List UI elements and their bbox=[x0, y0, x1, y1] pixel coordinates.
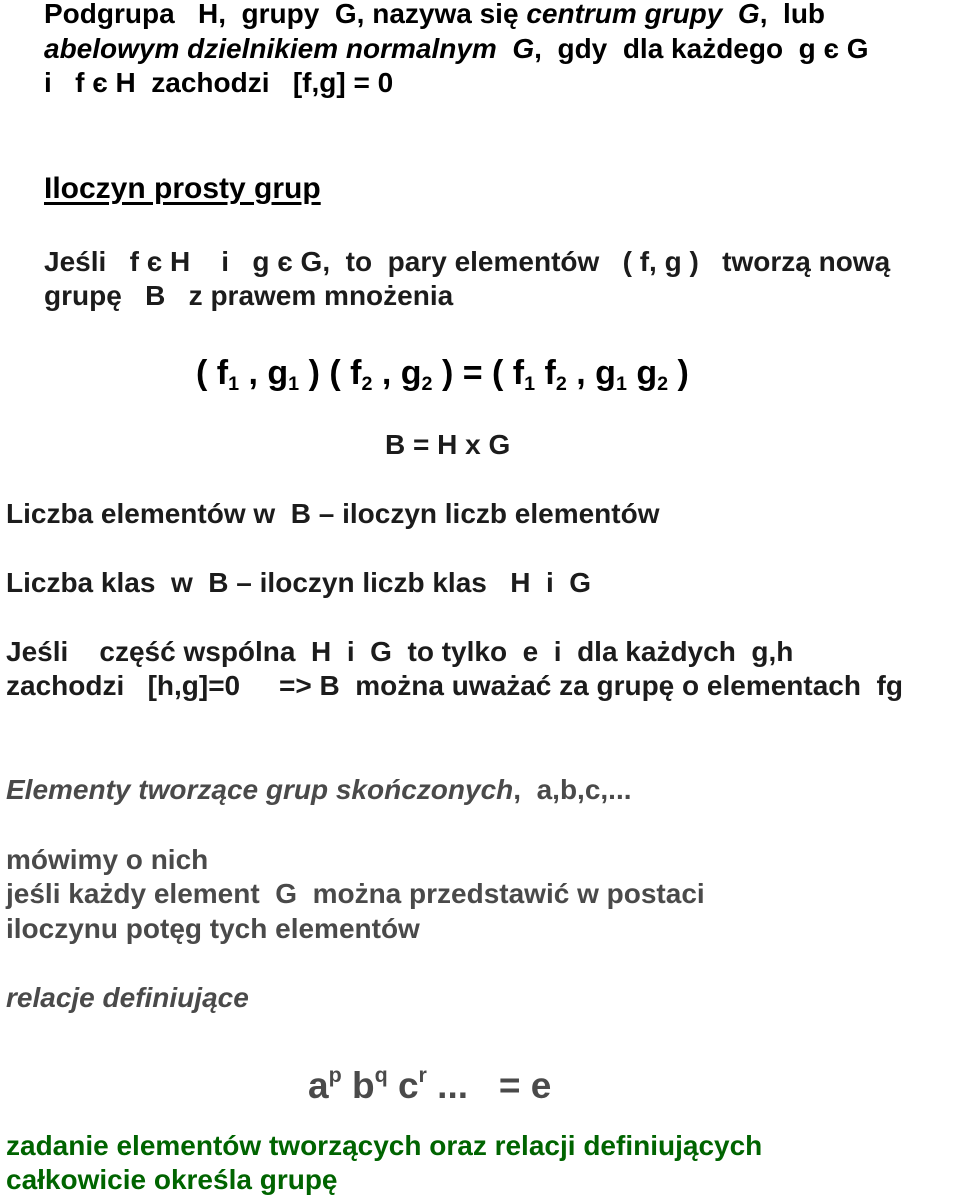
centrum-term: centrum grupy G bbox=[526, 0, 760, 29]
product-definition: B = H x G bbox=[385, 429, 511, 460]
generators-line-2: jeśli każdy element G można przedstawić w postaci bbox=[6, 878, 705, 909]
class-count-line: Liczba klas w B – iloczyn liczb klas H i G bbox=[6, 567, 592, 598]
intersection-line-2: zachodzi [h,g]=0 => B można uważać za grupę o elementach fg bbox=[6, 670, 903, 701]
relations-formula: $a^p$ $b^q$ $c^r$ ... = e bbox=[308, 1063, 552, 1107]
generators-line-3: iloczynu potęg tych elementów bbox=[6, 913, 420, 944]
element-count-line: Liczba elementów w B – iloczyn liczb elementów bbox=[6, 498, 660, 529]
generators-line-1: mówimy o nich bbox=[6, 844, 209, 875]
section-heading-product: Iloczyn prosty grup bbox=[44, 172, 321, 205]
generators-heading-line bbox=[6, 773, 632, 807]
abelian-term: abelowym dzielnikiem normalnym G bbox=[44, 33, 535, 64]
product-formula: ( $f_1$ , $g_1$ ) ( $f_2$ , $g_2$ ) = ( $f_1$ $f_2$ , $g_1$ $g_2$ ) bbox=[196, 354, 689, 395]
conclusion-line-2: całkowicie określa grupę bbox=[6, 1164, 338, 1195]
centrum-line-3: i f є H zachodzi [f,g] = 0 bbox=[44, 67, 394, 98]
relations-heading: relacje definiujące bbox=[6, 982, 249, 1013]
product-line-2: grupę B z prawem mnożenia bbox=[44, 280, 454, 311]
conclusion-line-1: zadanie elementów tworzących oraz relacji definiujących bbox=[6, 1130, 763, 1161]
centrum-line-2: abelowym dzielnikiem normalnym G, gdy dla każdego g є G bbox=[44, 33, 869, 64]
generators-list: , a,b,c,... bbox=[513, 774, 632, 805]
product-line-1: Jeśli f є H i g є G, to pary elementów ( f, g ) tworzą nową bbox=[44, 246, 891, 277]
centrum-line-1: Podgrupa H, grupy G, nazywa się centrum grupy G, lub bbox=[44, 0, 826, 29]
generators-heading: Elementy tworzące grup skończonych bbox=[6, 774, 514, 805]
intersection-line-1: Jeśli część wspólna H i G to tylko e i dla każdych g,h bbox=[6, 636, 794, 667]
